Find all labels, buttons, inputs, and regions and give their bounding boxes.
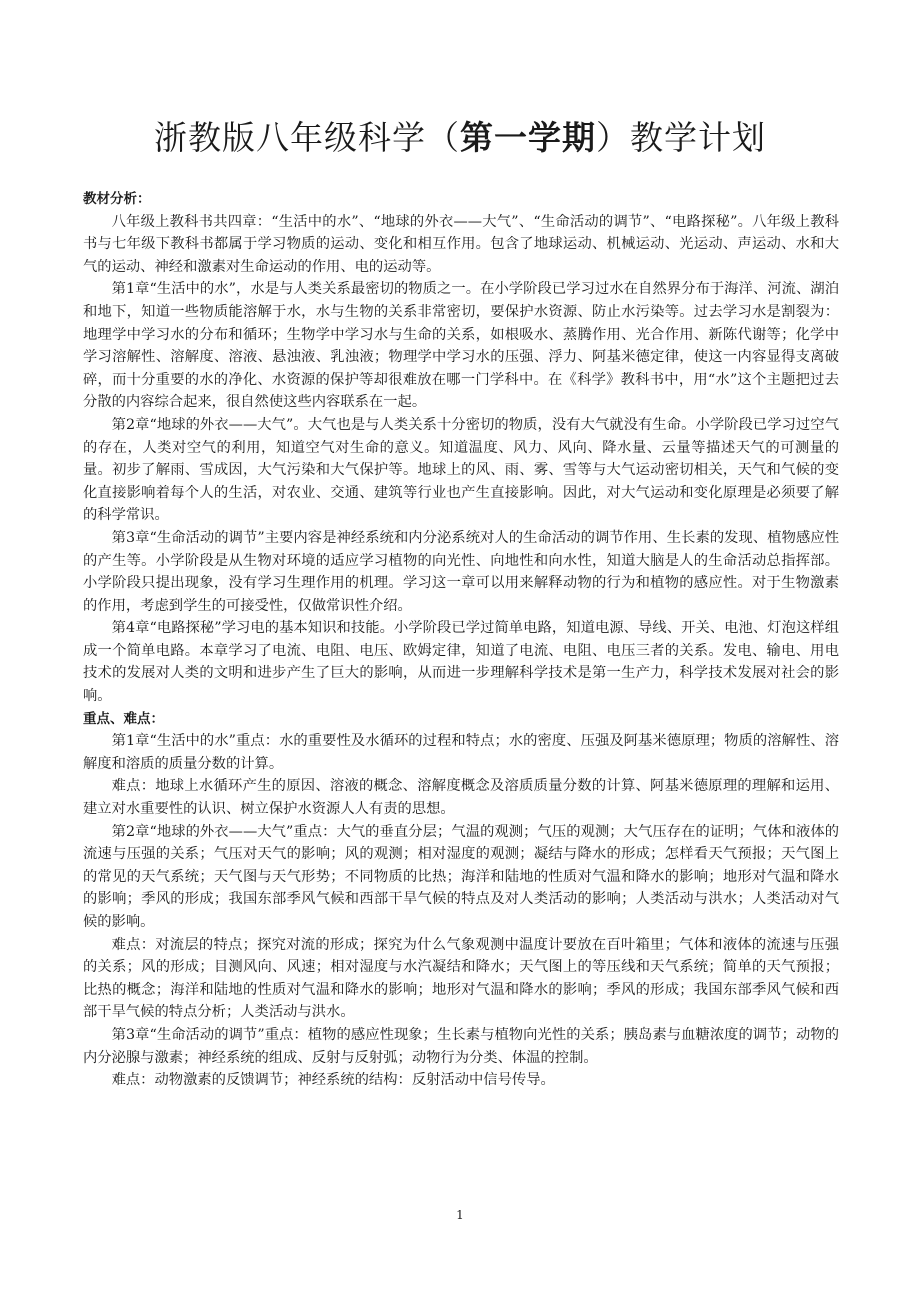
- key-point-paragraph: 第2章“地球的外衣——大气”重点：大气的垂直分层；气温的观测；气压的观测；大气压存在的证明；气体和液体的流速与压强的关系；气压对天气的影响；风的观测；相对湿度的观测；凝结与降水的形成；怎样看天气预报；天气图上的常见的天气系统；天气图与天气形势；不同物质的比热；海洋和陆地的性质对气温和降水的影响；地形对气温和降水的影响；季风的形成；我国东部季风气候和西部干旱气候的特点及对人类活动的影响；人类活动与洪水；人类活动对气候的影响。: [83, 823, 839, 930]
- analysis-paragraph: 第3章“生命活动的调节”主要内容是神经系统和内分泌系统对人的生命活动的调节作用、生长素的发现、植物感应性的产生等。小学阶段是从生物对环境的适应学习植物的向光性、向地性和向水性，知道大脑是人的生命活动总指挥部。小学阶段只提出现象，没有学习生理作用的机理。学习这一章可以用来解释动物的行为和植物的感应性。对于生物激素的作用，考虑到学生的可接受性，仅做常识性介绍。: [83, 529, 839, 614]
- analysis-heading: 教材分析：: [83, 191, 151, 207]
- analysis-paragraph: 第4章“电路探秘”学习电的基本知识和技能。小学阶段已学过简单电路，知道电源、导线、开关、电池、灯泡这样组成一个简单电路。本章学习了电流、电阻、电压、欧姆定律，知道了电流、电阻、电压三者的关系。发电、输电、用电技术的发展对人类的文明和进步产生了巨大的影响，从而进一步理解科学技术是第一生产力，科学技术发展对社会的影响。: [83, 620, 839, 705]
- page-title: [0, 112, 920, 159]
- page-number: 1: [456, 1208, 464, 1222]
- analysis-paragraph: 八年级上教科书共四章：“生活中的水”、“地球的外衣——大气”、“生命活动的调节”、“电路探秘”。八年级上教科书与七年级下教科书都属于学习物质的运动、变化和相互作用。包含了地球运动、机械运动、光运动、声运动、水和大气的运动、神经和激素对生命运动的作用、电的运动等。: [83, 213, 839, 275]
- key-point-paragraph: 第1章“生活中的水”重点：水的重要性及水循环的过程和特点；水的密度、压强及阿基米德原理；物质的溶解性、溶解度和溶质的质量分数的计算。: [83, 733, 839, 772]
- key-point-paragraph: 第3章“生命活动的调节”重点：植物的感应性现象；生长素与植物向光性的关系；胰岛素与血糖浓度的调节；动物的内分泌腺与激素；神经系统的组成、反射与反射弧；动物行为分类、体温的控制。: [83, 1026, 839, 1066]
- analysis-paragraph: 第1章“生活中的水”，水是与人类关系最密切的物质之一。在小学阶段已学习过水在自然界分布于海洋、河流、湖泊和地下，知道一些物质能溶解于水，水与生物的关系非常密切，要保护水资源、防止水污染等。过去学习水是割裂为：地理学中学习水的分布和循环；生物学中学习水与生命的关系，如根吸水、蒸腾作用、光合作用、新陈代谢等；化学中学习溶解性、溶解度、溶液、悬浊液、乳浊液；物理学中学习水的压强、浮力、阿基米德定律，使这一内容显得支离破碎，而十分重要的水的净化、水资源的保护等却很难放在哪一门学科中。在《科学》教科书中，用“水”这个主题把过去分散的内容综合起来，很自然使这些内容联系在一起。: [83, 281, 839, 411]
- title-part-1: 浙教版八年级科学（: [154, 118, 460, 157]
- document-body: [83, 188, 839, 1092]
- key-point-paragraph: 难点：对流层的特点；探究对流的形成；探究为什么气象观测中温度计要放在百叶箱里；气体和液体的流速与压强的关系；风的形成；目测风向、风速；相对湿度与水汽凝结和降水；天气图上的等压线和天气系统；简单的天气预报；比热的概念；海洋和陆地的性质对气温和降水的影响；地形对气温和降水的影响；季风的形成；我国东部季风气候和西部干旱气候的特点分析；人类活动与洪水。: [83, 936, 839, 1021]
- analysis-paragraph: 第2章“地球的外衣——大气”。大气也是与人类关系十分密切的物质，没有大气就没有生命。小学阶段已学习过空气的存在，人类对空气的利用，知道空气对生命的意义。知道温度、风力、风向、降水量、云量等描述天气的可测量的量。初步了解雨、雪成因，大气污染和大气保护等。地球上的风、雨、雾、雪等与大气运动密切相关，天气和气候的变化直接影响着每个人的生活，对农业、交通、建筑等行业也产生直接影响。因此，对大气运动和变化原理是必须要了解的科学常识。: [83, 416, 839, 524]
- title-bold-part: 第一学期: [460, 118, 596, 157]
- key-point-paragraph: 难点：地球上水循环产生的原因、溶液的概念、溶解度概念及溶质质量分数的计算、阿基米德原理的理解和运用、建立对水重要性的认识、树立保护水资源人人有责的思想。: [83, 778, 839, 818]
- key-point-paragraph: 难点：动物激素的反馈调节；神经系统的结构：反射活动中信号传导。: [111, 1072, 555, 1089]
- title-part-2: ）教学计划: [596, 118, 766, 157]
- key-points-heading: 重点、难点：: [83, 710, 164, 727]
